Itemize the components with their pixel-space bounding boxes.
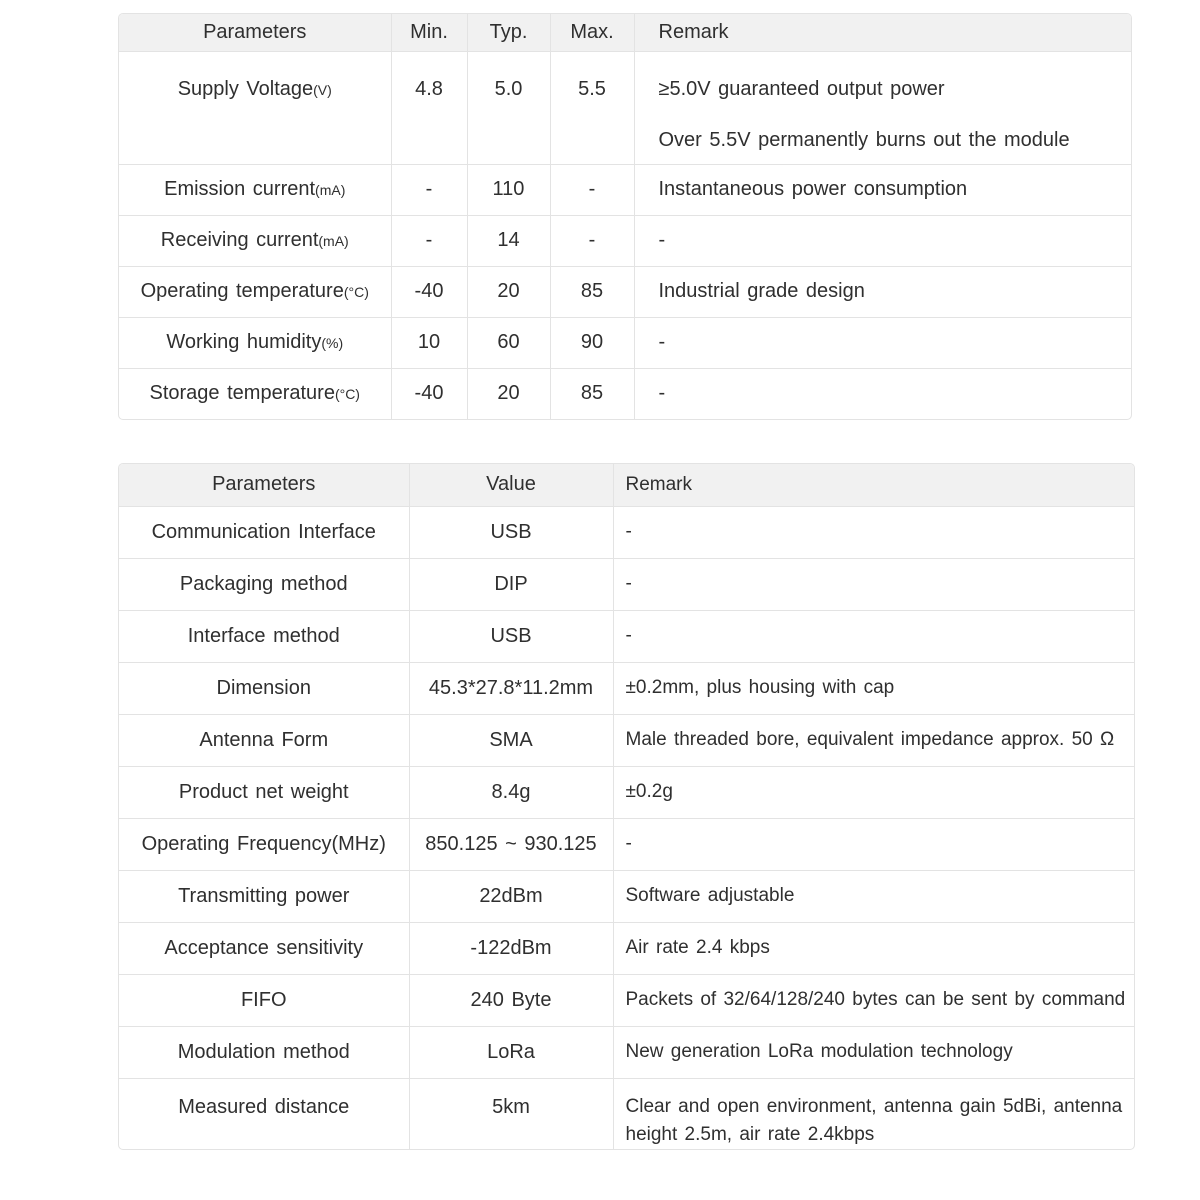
cell-remark: Industrial grade design <box>634 266 1131 317</box>
cell-parameter <box>119 317 391 368</box>
electrical-spec-grid <box>119 14 1131 419</box>
table-row <box>119 870 1134 922</box>
physical-spec-grid <box>119 464 1134 1149</box>
cell-remark: - <box>634 317 1131 368</box>
cell-max: 85 <box>550 368 634 419</box>
table-row <box>119 1026 1134 1078</box>
cell-value: 240 Byte <box>409 974 613 1026</box>
parameter-name: Emission current <box>164 178 316 200</box>
cell-parameter: Transmitting power <box>119 870 409 922</box>
cell-remark: - <box>613 610 1134 662</box>
column-header-typ: Typ. <box>467 14 550 51</box>
table-row <box>119 1078 1134 1149</box>
cell-typ: 14 <box>467 215 550 266</box>
parameter-unit: (%) <box>321 335 344 351</box>
cell-remark: Instantaneous power consumption <box>634 164 1131 215</box>
cell-parameter: Product net weight <box>119 766 409 818</box>
cell-value: USB <box>409 506 613 558</box>
cell-remark: Male threaded bore, equivalent impedance approx. 50 Ω <box>613 714 1134 766</box>
table-row <box>119 51 1131 164</box>
cell-value: 5km <box>409 1078 613 1149</box>
table-row <box>119 662 1134 714</box>
cell-parameter: Modulation method <box>119 1026 409 1078</box>
cell-parameter: Measured distance <box>119 1078 409 1149</box>
cell-remark: Software adjustable <box>613 870 1134 922</box>
cell-parameter: Packaging method <box>119 558 409 610</box>
cell-typ: 20 <box>467 266 550 317</box>
column-header-min: Min. <box>391 14 467 51</box>
cell-remark: Packets of 32/64/128/240 bytes can be sent by command <box>613 974 1134 1026</box>
cell-max: - <box>550 215 634 266</box>
table-row <box>119 974 1134 1026</box>
cell-max: 90 <box>550 317 634 368</box>
cell-value: -122dBm <box>409 922 613 974</box>
cell-remark: - <box>613 558 1134 610</box>
cell-parameter <box>119 266 391 317</box>
parameter-name: Operating temperature <box>140 280 344 302</box>
cell-min: - <box>391 215 467 266</box>
column-header-remark: Remark <box>613 464 1134 506</box>
cell-parameter: Operating Frequency(MHz) <box>119 818 409 870</box>
table-row <box>119 368 1131 419</box>
cell-remark: - <box>658 382 666 405</box>
table-row <box>119 714 1134 766</box>
parameter-unit: (mA) <box>318 233 349 249</box>
remark-line-1: ≥5.0V guaranteed output power <box>658 77 945 100</box>
table-row <box>119 558 1134 610</box>
column-header-parameters: Parameters <box>119 14 391 51</box>
cell-remark <box>634 51 1131 164</box>
cell-min: -40 <box>391 266 467 317</box>
table-row <box>119 610 1134 662</box>
table-row <box>119 506 1134 558</box>
cell-parameter <box>119 215 391 266</box>
parameter-unit: (°C) <box>334 386 360 403</box>
cell-value: LoRa <box>409 1026 613 1078</box>
parameter-name: Receiving current <box>160 229 319 251</box>
table-row <box>119 164 1131 215</box>
cell-remark: - <box>634 215 1131 266</box>
parameter-name: Working humidity <box>166 331 322 353</box>
cell-parameter <box>119 51 391 164</box>
cell-remark: - <box>613 506 1134 558</box>
column-header-max: Max. <box>550 14 634 51</box>
cell-typ: 20 <box>467 368 550 419</box>
cell-max: - <box>550 164 634 215</box>
cell-value: SMA <box>409 714 613 766</box>
cell-remark: ±0.2mm, plus housing with cap <box>613 662 1134 714</box>
table-row <box>119 922 1134 974</box>
column-header-parameters: Parameters <box>119 464 409 506</box>
cell-typ: 60 <box>467 317 550 368</box>
cell-max: 85 <box>550 266 634 317</box>
cell-typ: 110 <box>467 164 550 215</box>
electrical-spec-table <box>118 13 1132 420</box>
cell-value: USB <box>409 610 613 662</box>
table-header-row <box>119 464 1134 506</box>
table-row <box>119 766 1134 818</box>
cell-value: 22dBm <box>409 870 613 922</box>
cell-value: 45.3*27.8*11.2mm <box>409 662 613 714</box>
cell-parameter <box>119 368 391 419</box>
cell-min: 4.8 <box>391 51 467 164</box>
cell-remark: Air rate 2.4 kbps <box>613 922 1134 974</box>
cell-remark: ±0.2g <box>613 766 1134 818</box>
cell-parameter: FIFO <box>119 974 409 1026</box>
cell-min: -40 <box>391 368 467 419</box>
cell-value: DIP <box>409 558 613 610</box>
column-header-value: Value <box>409 464 613 506</box>
physical-spec-table <box>118 463 1135 1150</box>
parameter-unit: (V) <box>313 81 332 98</box>
cell-parameter: Interface method <box>119 610 409 662</box>
cell-parameter: Acceptance sensitivity <box>119 922 409 974</box>
cell-min: 10 <box>391 317 467 368</box>
table-row <box>119 317 1131 368</box>
cell-remark: Clear and open environment, antenna gain 5dBi, antenna height 2.5m, air rate 2.4kbps <box>625 1095 1123 1145</box>
cell-parameter: Communication Interface <box>119 506 409 558</box>
parameter-name: Storage temperature <box>149 382 335 405</box>
parameter-unit: (°C) <box>343 284 369 300</box>
table-row <box>119 215 1131 266</box>
cell-remark: New generation LoRa modulation technology <box>613 1026 1134 1078</box>
table-row <box>119 818 1134 870</box>
cell-value: 850.125 ~ 930.125 <box>409 818 613 870</box>
parameter-unit: (mA) <box>315 182 346 198</box>
parameter-name: Supply Voltage <box>177 77 314 100</box>
column-header-remark: Remark <box>634 14 1131 51</box>
cell-parameter <box>119 164 391 215</box>
table-header-row <box>119 14 1131 51</box>
cell-parameter: Dimension <box>119 662 409 714</box>
cell-remark: - <box>613 818 1134 870</box>
table-row <box>119 266 1131 317</box>
cell-parameter: Antenna Form <box>119 714 409 766</box>
cell-typ: 5.0 <box>467 51 550 164</box>
cell-value: 8.4g <box>409 766 613 818</box>
cell-max: 5.5 <box>550 51 634 164</box>
remark-line-2: Over 5.5V permanently burns out the module <box>658 128 1070 151</box>
cell-min: - <box>391 164 467 215</box>
